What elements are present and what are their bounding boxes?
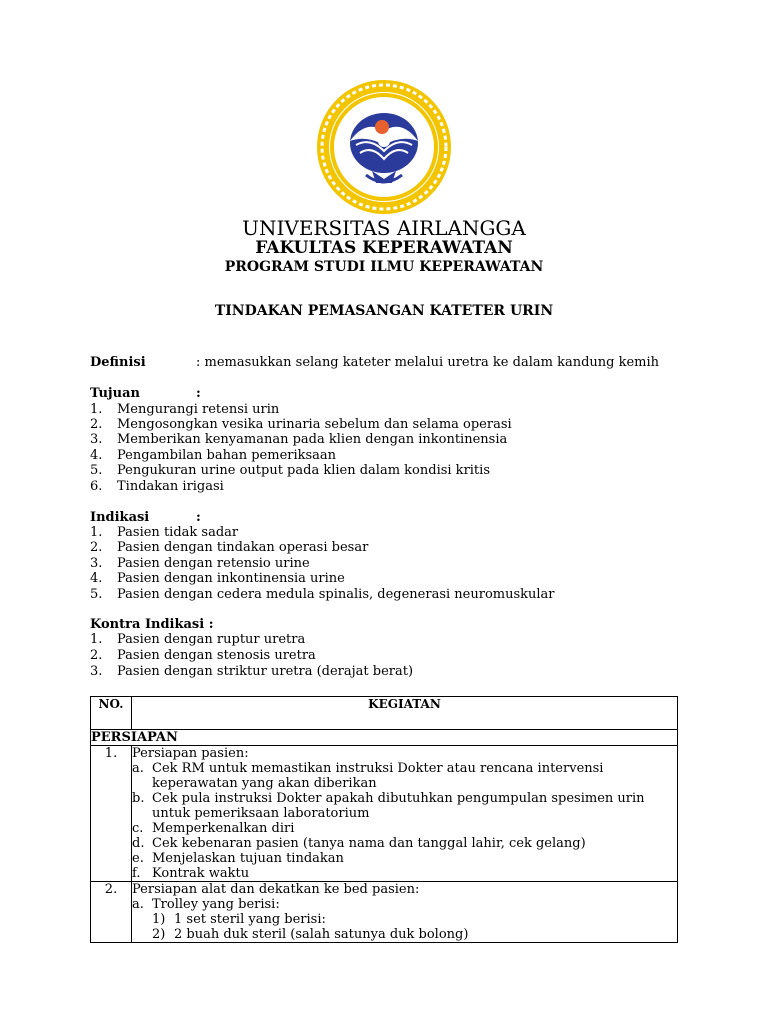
item-letter: d. — [132, 836, 145, 851]
item-text: Trolley yang berisi: — [152, 897, 280, 912]
row-title: Persiapan pasien: — [132, 746, 249, 761]
indikasi-num: 1. — [90, 525, 103, 540]
row-number: 2. — [91, 882, 132, 943]
document-title: TINDAKAN PEMASANGAN KATETER URIN — [214, 303, 554, 319]
item-letter: f. — [132, 866, 141, 881]
row-content — [132, 746, 678, 882]
tujuan-num: 5. — [90, 463, 103, 478]
tujuan-item: Memberikan kenyamanan pada klien dengan inkontinensia — [117, 432, 508, 447]
list-item — [132, 836, 677, 851]
item-letter: e. — [132, 851, 144, 866]
indikasi-label: Indikasi — [90, 510, 150, 525]
tujuan-label: Tujuan — [90, 386, 140, 401]
tujuan-item: Pengukuran urine output pada klien dalam kondisi kritis — [117, 463, 490, 478]
item-text: Cek RM untuk memastikan instruksi Dokter atau rencana intervensi keperawatan yang akan diberikan — [152, 761, 604, 791]
tujuan-colon: : — [196, 386, 201, 401]
definisi-text: : memasukkan selang kateter melalui uretra ke dalam kandung kemih — [196, 355, 660, 370]
tujuan-item: Pengambilan bahan pemeriksaan — [117, 448, 337, 463]
item-number: 1) — [152, 912, 166, 927]
kontra-item: Pasien dengan ruptur uretra — [117, 632, 306, 647]
definisi-label: Definisi — [90, 355, 146, 370]
tujuan-num: 2. — [90, 417, 103, 432]
item-number: 2) — [152, 927, 166, 942]
kontra-item: Pasien dengan stenosis uretra — [117, 648, 316, 663]
item-text: Cek pula instruksi Dokter apakah dibutuhkan pengumpulan spesimen urin untuk pemeriksaan laboratorium — [152, 791, 645, 821]
kontra-indikasi-label: Kontra Indikasi : — [90, 617, 214, 632]
tujuan-item: Mengosongkan vesika urinaria sebelum dan selama operasi — [117, 417, 512, 432]
university-seal-logo — [316, 79, 452, 215]
tujuan-num: 1. — [90, 402, 103, 417]
indikasi-colon: : — [196, 510, 201, 525]
kegiatan-table — [90, 696, 678, 943]
item-text: Kontrak waktu — [152, 866, 250, 881]
indikasi-item: Pasien dengan inkontinensia urine — [117, 571, 345, 586]
row-title: Persiapan alat dan dekatkan ke bed pasien: — [132, 882, 420, 897]
indikasi-item: Pasien dengan tindakan operasi besar — [117, 540, 369, 555]
item-letter: b. — [132, 791, 145, 806]
indikasi-num: 2. — [90, 540, 103, 555]
item-letter: a. — [132, 761, 144, 776]
item-letter: a. — [132, 897, 144, 912]
indikasi-item: Pasien dengan cedera medula spinalis, degenerasi neuromuskular — [117, 587, 555, 602]
item-letter: c. — [132, 821, 144, 836]
list-item — [132, 897, 677, 912]
tujuan-item: Mengurangi retensi urin — [117, 402, 280, 417]
list-item — [132, 851, 677, 866]
kontra-num: 3. — [90, 664, 103, 679]
tujuan-item: Tindakan irigasi — [117, 479, 224, 494]
faculty-name: FAKULTAS KEPERAWATAN — [255, 238, 513, 258]
tujuan-num: 6. — [90, 479, 103, 494]
section-persiapan: PERSIAPAN — [91, 730, 678, 746]
row-content — [132, 882, 678, 943]
item-text: 1 set steril yang berisi: — [174, 912, 326, 927]
item-text: Cek kebenaran pasien (tanya nama dan tanggal lahir, cek gelang) — [152, 836, 586, 851]
section-row — [91, 730, 678, 746]
sub-list-item — [132, 912, 677, 927]
tujuan-num: 4. — [90, 448, 103, 463]
kontra-item: Pasien dengan striktur uretra (derajat berat) — [117, 664, 414, 679]
list-item — [132, 791, 677, 821]
table-row — [91, 746, 678, 882]
list-item — [132, 866, 677, 881]
kontra-num: 2. — [90, 648, 103, 663]
indikasi-item: Pasien tidak sadar — [117, 525, 239, 540]
column-header-kegiatan: KEGIATAN — [132, 697, 678, 730]
row-number: 1. — [91, 746, 132, 882]
indikasi-num: 5. — [90, 587, 103, 602]
column-header-no: NO. — [91, 697, 132, 730]
list-item — [132, 761, 677, 791]
item-text: Menjelaskan tujuan tindakan — [152, 851, 344, 866]
indikasi-num: 3. — [90, 556, 103, 571]
indikasi-num: 4. — [90, 571, 103, 586]
tujuan-num: 3. — [90, 432, 103, 447]
university-name: UNIVERSITAS AIRLANGGA — [242, 216, 526, 240]
program-name: PROGRAM STUDI ILMU KEPERAWATAN — [224, 259, 544, 275]
sub-list-item — [132, 927, 677, 942]
item-text: 2 buah duk steril (salah satunya duk bolong) — [174, 927, 469, 942]
indikasi-item: Pasien dengan retensio urine — [117, 556, 310, 571]
table-row — [91, 882, 678, 943]
table-header-row — [91, 697, 678, 730]
list-item — [132, 821, 677, 836]
item-text: Memperkenalkan diri — [152, 821, 295, 836]
kontra-num: 1. — [90, 632, 103, 647]
